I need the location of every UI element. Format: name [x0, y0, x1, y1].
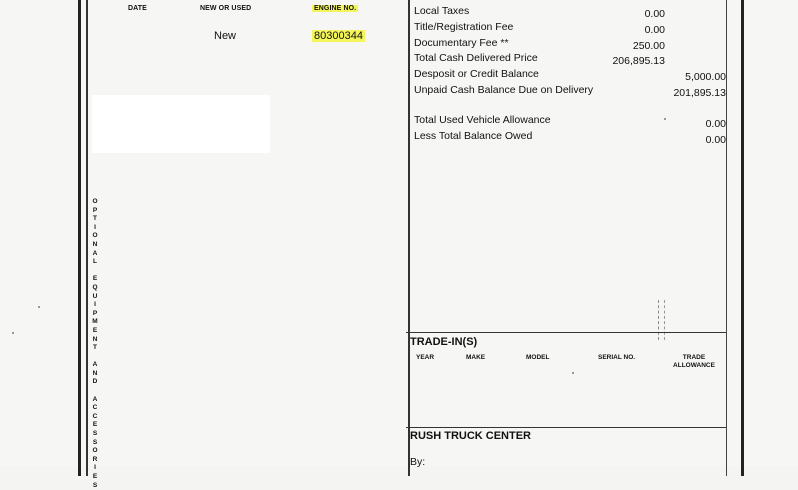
side-label-char: N	[92, 369, 98, 377]
side-label-char: S	[92, 430, 98, 438]
side-label-char: E	[92, 275, 98, 283]
side-label-char: O	[92, 198, 98, 205]
side-label-char: E	[92, 473, 98, 480]
redaction-box	[92, 95, 270, 153]
unpaid-cash-balance-label: Unpaid Cash Balance Due on Delivery	[414, 84, 594, 96]
title-registration-fee-value: 0.00	[644, 24, 665, 36]
scan-speck	[38, 306, 40, 308]
side-label-char: P	[92, 206, 98, 214]
side-label-char: L	[93, 258, 97, 266]
trade-col-model: MODEL	[526, 354, 550, 361]
side-label-char	[89, 267, 101, 276]
total-used-vehicle-allowance-value: 0.00	[705, 118, 726, 130]
side-label-char	[89, 387, 101, 396]
side-label-char: E	[92, 326, 98, 334]
side-label-char: N	[92, 240, 98, 248]
dealer-name: RUSH TRUCK CENTER	[410, 430, 531, 442]
side-label-char: I	[94, 223, 96, 231]
side-label-char: D	[92, 378, 98, 386]
title-registration-fee-label: Title/Registration Fee	[414, 21, 514, 33]
engine-no-value-text: 80300344	[314, 30, 363, 42]
local-taxes-label: Local Taxes	[414, 5, 470, 17]
scan-speck	[664, 118, 666, 120]
side-label-char: C	[92, 404, 98, 412]
trade-in-title: TRADE-IN(S)	[410, 336, 478, 348]
header-new-or-used: NEW OR USED	[200, 5, 252, 12]
header-date: DATE	[128, 5, 147, 12]
side-label-char: A	[92, 395, 98, 403]
optional-equipment-label	[89, 198, 101, 490]
side-label-char: T	[93, 215, 97, 223]
documentary-fee-value: 250.00	[632, 40, 665, 52]
side-label-char: Q	[92, 283, 98, 291]
side-label-char: O	[92, 232, 98, 240]
total-cash-delivered-price-value: 206,895.13	[612, 55, 665, 67]
side-label-char: E	[92, 421, 98, 429]
deposit-credit-balance-value: 5,000.00	[685, 71, 726, 83]
header-engine-no	[312, 5, 358, 12]
right-panel-border	[726, 0, 727, 476]
less-total-balance-owed-value: 0.00	[705, 134, 726, 146]
side-label-char: C	[92, 412, 98, 420]
side-label-char: A	[92, 249, 98, 257]
side-label-char: S	[92, 438, 98, 446]
unpaid-cash-balance-value: 201,895.13	[673, 87, 726, 99]
total-used-vehicle-allowance-label: Total Used Vehicle Allowance	[414, 114, 551, 126]
trade-col-serial-no: SERIAL NO.	[598, 354, 636, 361]
side-label-char: O	[92, 447, 98, 455]
trade-col-trade-allowance: TRADE ALLOWANCE	[673, 354, 715, 369]
side-label-char: R	[92, 455, 98, 463]
side-label-char: T	[93, 344, 97, 352]
scan-speck	[572, 372, 574, 374]
left-panel-border	[86, 0, 410, 476]
by-label: By:	[410, 456, 426, 468]
local-taxes-value: 0.00	[644, 8, 665, 20]
engine-no-value	[312, 30, 365, 42]
side-label-char: I	[94, 301, 96, 309]
side-label-char	[89, 353, 101, 362]
side-label-char: M	[92, 318, 98, 326]
side-label-char: S	[92, 481, 98, 489]
deposit-credit-balance-label: Desposit or Credit Balance	[414, 68, 539, 80]
side-label-char: U	[92, 292, 98, 300]
scan-speck	[12, 332, 14, 334]
trade-col-make: MAKE	[466, 354, 486, 361]
side-label-char: A	[92, 361, 98, 369]
side-label-char: N	[92, 335, 98, 343]
trade-col-year: YEAR	[416, 354, 435, 361]
engine-no-header-text: ENGINE NO.	[314, 5, 357, 12]
side-label-char: P	[92, 309, 98, 317]
side-label-char: I	[94, 464, 96, 472]
new-or-used-value: New	[214, 30, 237, 42]
documentary-fee-label: Documentary Fee **	[414, 37, 509, 49]
less-total-balance-owed-label: Less Total Balance Owed	[414, 130, 533, 142]
total-cash-delivered-price-label: Total Cash Delivered Price	[414, 52, 538, 64]
